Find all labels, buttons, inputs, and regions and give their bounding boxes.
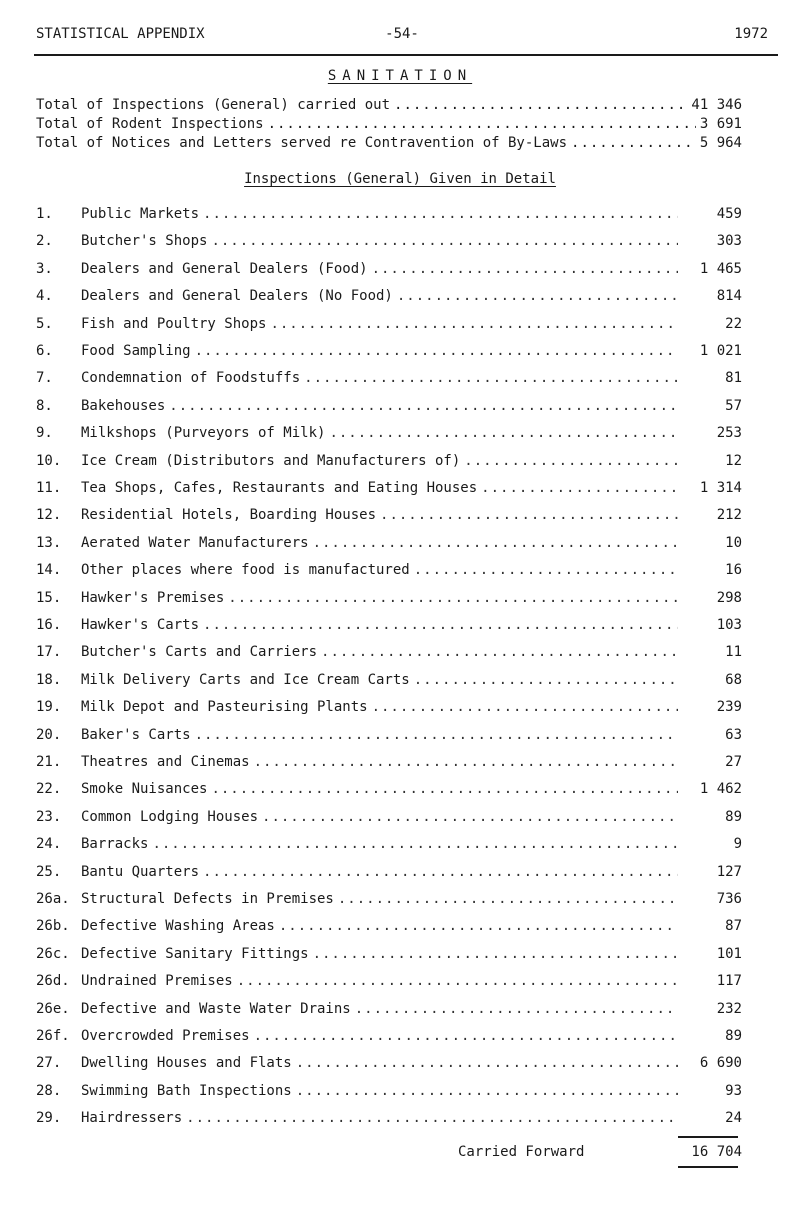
list-item <box>36 617 742 637</box>
item-value: 103 <box>716 617 742 633</box>
item-number: 10. <box>36 453 62 469</box>
item-value: 12 <box>725 453 742 469</box>
item-value: 57 <box>725 398 742 414</box>
dot-leader <box>397 288 678 304</box>
page-number: -54- <box>385 26 419 42</box>
item-number: 20. <box>36 727 62 743</box>
item-value: 22 <box>725 316 742 332</box>
item-label: Undrained Premises <box>81 973 233 989</box>
dot-leader <box>203 617 678 633</box>
list-item <box>36 316 742 336</box>
summary-value: 5 964 <box>699 135 742 151</box>
item-value: 9 <box>733 836 742 852</box>
list-item <box>36 590 742 610</box>
item-number: 29. <box>36 1110 62 1126</box>
item-value: 303 <box>716 233 742 249</box>
item-number: 21. <box>36 754 62 770</box>
item-label: Dealers and General Dealers (Food) <box>81 261 368 277</box>
dot-leader <box>279 918 678 934</box>
item-value: 117 <box>716 973 742 989</box>
total-rule-bottom <box>678 1166 738 1168</box>
item-label: Common Lodging Houses <box>81 809 259 825</box>
item-number: 26c. <box>36 946 70 962</box>
list-item <box>36 206 742 226</box>
list-item <box>36 727 742 747</box>
item-value: 89 <box>725 809 742 825</box>
dot-leader <box>372 261 678 277</box>
item-value: 298 <box>716 590 742 606</box>
item-label: Tea Shops, Cafes, Restaurants and Eating Houses <box>81 480 478 496</box>
item-number: 1. <box>36 206 53 222</box>
item-number: 17. <box>36 644 62 660</box>
dot-leader <box>481 480 678 496</box>
item-label: Butcher's Shops <box>81 233 208 249</box>
dot-leader <box>211 781 678 797</box>
item-number: 2. <box>36 233 53 249</box>
item-label: Butcher's Carts and Carriers <box>81 644 318 660</box>
item-label: Theatres and Cinemas <box>81 754 250 770</box>
dot-leader <box>380 507 678 523</box>
item-label: Hawker's Premises <box>81 590 225 606</box>
item-label: Aerated Water Manufacturers <box>81 535 309 551</box>
list-item <box>36 1110 742 1130</box>
dot-leader <box>313 535 678 551</box>
item-number: 11. <box>36 480 62 496</box>
list-item <box>36 644 742 664</box>
dot-leader <box>329 425 678 441</box>
item-value: 239 <box>716 699 742 715</box>
item-number: 26b. <box>36 918 70 934</box>
list-item <box>36 535 742 555</box>
summary-label: Total of Rodent Inspections <box>36 116 264 132</box>
item-number: 28. <box>36 1083 62 1099</box>
list-item <box>36 1083 742 1103</box>
summary-label: Total of Inspections (General) carried out <box>36 97 391 113</box>
page-header <box>36 26 768 46</box>
item-value: 63 <box>725 727 742 743</box>
item-value: 68 <box>725 672 742 688</box>
item-label: Baker's Carts <box>81 727 191 743</box>
list-item <box>36 507 742 527</box>
list-item <box>36 891 742 911</box>
list-item <box>36 918 742 938</box>
list-item <box>36 425 742 445</box>
list-item <box>36 946 742 966</box>
dot-leader <box>237 973 678 989</box>
item-value: 6 690 <box>699 1055 742 1071</box>
list-item <box>36 562 742 582</box>
item-number: 9. <box>36 425 53 441</box>
item-value: 11 <box>725 644 742 660</box>
list-item <box>36 1055 742 1075</box>
list-item <box>36 480 742 500</box>
item-number: 18. <box>36 672 62 688</box>
dot-leader <box>262 809 678 825</box>
item-value: 127 <box>716 864 742 880</box>
item-number: 26e. <box>36 1001 70 1017</box>
dot-leader <box>304 370 678 386</box>
item-value: 1 465 <box>699 261 742 277</box>
dot-leader <box>270 316 678 332</box>
item-value: 253 <box>716 425 742 441</box>
item-label: Smoke Nuisances <box>81 781 208 797</box>
item-value: 736 <box>716 891 742 907</box>
dot-leader <box>203 864 678 880</box>
item-number: 8. <box>36 398 53 414</box>
dot-leader <box>268 116 696 132</box>
item-number: 26f. <box>36 1028 70 1044</box>
item-number: 25. <box>36 864 62 880</box>
dot-leader <box>296 1083 678 1099</box>
item-number: 26a. <box>36 891 70 907</box>
dot-leader <box>211 233 678 249</box>
list-item <box>36 343 742 363</box>
item-value: 101 <box>716 946 742 962</box>
dot-leader <box>254 754 678 770</box>
dot-leader <box>228 590 678 606</box>
dot-leader <box>414 672 678 688</box>
dot-leader <box>321 644 678 660</box>
list-item <box>36 754 742 774</box>
item-label: Dealers and General Dealers (No Food) <box>81 288 393 304</box>
dot-leader <box>464 453 678 469</box>
item-label: Fish and Poultry Shops <box>81 316 267 332</box>
item-value: 89 <box>725 1028 742 1044</box>
item-label: Residential Hotels, Boarding Houses <box>81 507 377 523</box>
dot-leader <box>254 1028 678 1044</box>
item-label: Structural Defects in Premises <box>81 891 334 907</box>
item-number: 15. <box>36 590 62 606</box>
item-value: 10 <box>725 535 742 551</box>
item-number: 4. <box>36 288 53 304</box>
item-label: Defective Sanitary Fittings <box>81 946 309 962</box>
item-number: 26d. <box>36 973 70 989</box>
list-item <box>36 398 742 418</box>
list-item <box>36 261 742 281</box>
item-value: 93 <box>725 1083 742 1099</box>
summary-row <box>36 116 742 136</box>
item-label: Milk Delivery Carts and Ice Cream Carts <box>81 672 410 688</box>
item-label: Milkshops (Purveyors of Milk) <box>81 425 326 441</box>
dot-leader <box>195 343 678 359</box>
summary-row <box>36 135 742 155</box>
item-label: Defective and Waste Water Drains <box>81 1001 351 1017</box>
item-number: 7. <box>36 370 53 386</box>
item-number: 5. <box>36 316 53 332</box>
item-value: 1 021 <box>699 343 742 359</box>
item-label: Public Markets <box>81 206 200 222</box>
summary-label: Total of Notices and Letters served re Contravention of By-Laws <box>36 135 568 151</box>
dot-leader <box>195 727 678 743</box>
dot-leader <box>186 1110 678 1126</box>
item-label: Hairdressers <box>81 1110 183 1126</box>
list-item <box>36 370 742 390</box>
dot-leader <box>169 398 678 414</box>
item-number: 13. <box>36 535 62 551</box>
item-label: Condemnation of Foodstuffs <box>81 370 301 386</box>
item-label: Overcrowded Premises <box>81 1028 250 1044</box>
header-year: 1972 <box>734 26 768 42</box>
item-label: Dwelling Houses and Flats <box>81 1055 292 1071</box>
item-value: 814 <box>716 288 742 304</box>
item-value: 1 462 <box>699 781 742 797</box>
list-item <box>36 699 742 719</box>
dot-leader <box>338 891 678 907</box>
item-value: 232 <box>716 1001 742 1017</box>
section-subtitle: Inspections (General) Given in Detail <box>244 171 556 187</box>
dot-leader <box>313 946 678 962</box>
page-title: SANITATION <box>327 68 473 84</box>
dot-leader <box>296 1055 678 1071</box>
item-value: 1 314 <box>699 480 742 496</box>
item-number: 24. <box>36 836 62 852</box>
list-item <box>36 809 742 829</box>
list-item <box>36 1001 742 1021</box>
dot-leader <box>203 206 678 222</box>
item-value: 212 <box>716 507 742 523</box>
summary-value: 3 691 <box>699 116 742 132</box>
list-item <box>36 836 742 856</box>
dot-leader <box>372 699 678 715</box>
item-number: 16. <box>36 617 62 633</box>
list-item <box>36 288 742 308</box>
list-item <box>36 233 742 253</box>
item-label: Bantu Quarters <box>81 864 200 880</box>
item-label: Swimming Bath Inspections <box>81 1083 292 1099</box>
list-item <box>36 453 742 473</box>
list-item <box>36 672 742 692</box>
header-rule <box>34 54 778 56</box>
item-label: Other places where food is manufactured <box>81 562 410 578</box>
item-value: 87 <box>725 918 742 934</box>
item-label: Food Sampling <box>81 343 191 359</box>
item-number: 19. <box>36 699 62 715</box>
list-item <box>36 973 742 993</box>
header-section-title: STATISTICAL APPENDIX <box>36 26 205 42</box>
item-label: Barracks <box>81 836 149 852</box>
item-value: 24 <box>725 1110 742 1126</box>
total-rule-top <box>678 1136 738 1138</box>
carried-forward-label: Carried Forward <box>458 1144 585 1160</box>
item-number: 3. <box>36 261 53 277</box>
item-value: 16 <box>725 562 742 578</box>
list-item <box>36 1028 742 1048</box>
list-item <box>36 781 742 801</box>
carried-forward-value: 16 704 <box>691 1144 742 1160</box>
item-number: 6. <box>36 343 53 359</box>
item-number: 14. <box>36 562 62 578</box>
item-number: 22. <box>36 781 62 797</box>
item-value: 459 <box>716 206 742 222</box>
dot-leader <box>571 135 696 151</box>
item-label: Bakehouses <box>81 398 166 414</box>
list-item <box>36 864 742 884</box>
summary-value: 41 346 <box>691 97 742 113</box>
item-value: 27 <box>725 754 742 770</box>
item-label: Milk Depot and Pasteurising Plants <box>81 699 368 715</box>
item-label: Ice Cream (Distributors and Manufacturers of) <box>81 453 461 469</box>
item-number: 12. <box>36 507 62 523</box>
item-number: 27. <box>36 1055 62 1071</box>
dot-leader <box>152 836 678 852</box>
item-number: 23. <box>36 809 62 825</box>
dot-leader <box>355 1001 678 1017</box>
dot-leader <box>414 562 678 578</box>
item-label: Hawker's Carts <box>81 617 200 633</box>
dot-leader <box>394 97 687 113</box>
summary-row <box>36 97 742 117</box>
item-label: Defective Washing Areas <box>81 918 275 934</box>
item-value: 81 <box>725 370 742 386</box>
